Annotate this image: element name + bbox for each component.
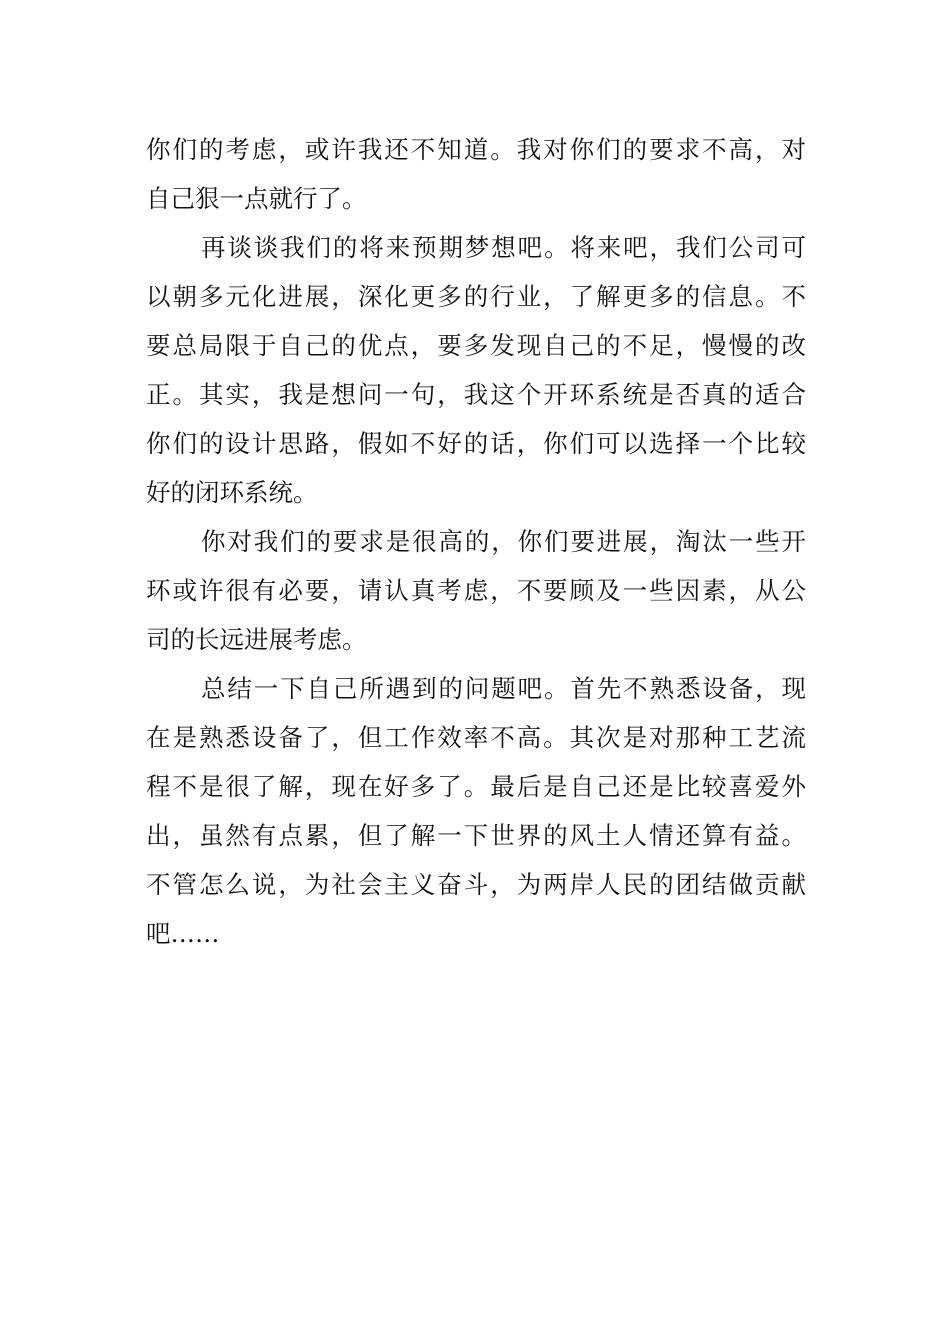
paragraph-line: 司的长远进展考虑。 bbox=[146, 625, 367, 654]
paragraph-2 bbox=[146, 223, 806, 517]
paragraph-line: 以朝多元化进展，深化更多的行业，了解更多的信息。不 bbox=[146, 282, 806, 311]
paragraph-line: 吧…… bbox=[146, 919, 220, 948]
paragraph-line: 出，虽然有点累，但了解一下世界的风土人情还算有益。 bbox=[146, 821, 806, 850]
paragraph-line: 自己狠一点就行了。 bbox=[146, 184, 367, 213]
paragraph-line: 你对我们的要求是很高的，你们要进展，淘汰一些开 bbox=[201, 527, 806, 556]
paragraph-line: 好的闭环系统。 bbox=[146, 478, 318, 507]
paragraph-line: 程不是很了解，现在好多了。最后是自己还是比较喜爱外 bbox=[146, 772, 806, 801]
paragraph-line: 总结一下自己所遇到的问题吧。首先不熟悉设备，现 bbox=[201, 674, 806, 703]
paragraph-line: 不管怎么说，为社会主义奋斗，为两岸人民的团结做贡献 bbox=[146, 870, 806, 899]
paragraph-line: 要总局限于自己的优点，要多发现自己的不足，慢慢的改 bbox=[146, 331, 806, 360]
paragraph-line: 在是熟悉设备了，但工作效率不高。其次是对那种工艺流 bbox=[146, 723, 806, 752]
paragraph-line: 环或许很有必要，请认真考虑，不要顾及一些因素，从公 bbox=[146, 576, 806, 605]
paragraph-4 bbox=[146, 664, 806, 958]
paragraph-line: 再谈谈我们的将来预期梦想吧。将来吧，我们公司可 bbox=[201, 233, 806, 262]
paragraph-1 bbox=[146, 125, 806, 223]
paragraph-line: 你们的考虑，或许我还不知道。我对你们的要求不高，对 bbox=[146, 135, 806, 164]
document-body bbox=[146, 125, 806, 958]
paragraph-line: 你们的设计思路，假如不好的话，你们可以选择一个比较 bbox=[146, 429, 806, 458]
paragraph-3 bbox=[146, 517, 806, 664]
paragraph-line: 正。其实，我是想问一句，我这个开环系统是否真的适合 bbox=[146, 380, 806, 409]
